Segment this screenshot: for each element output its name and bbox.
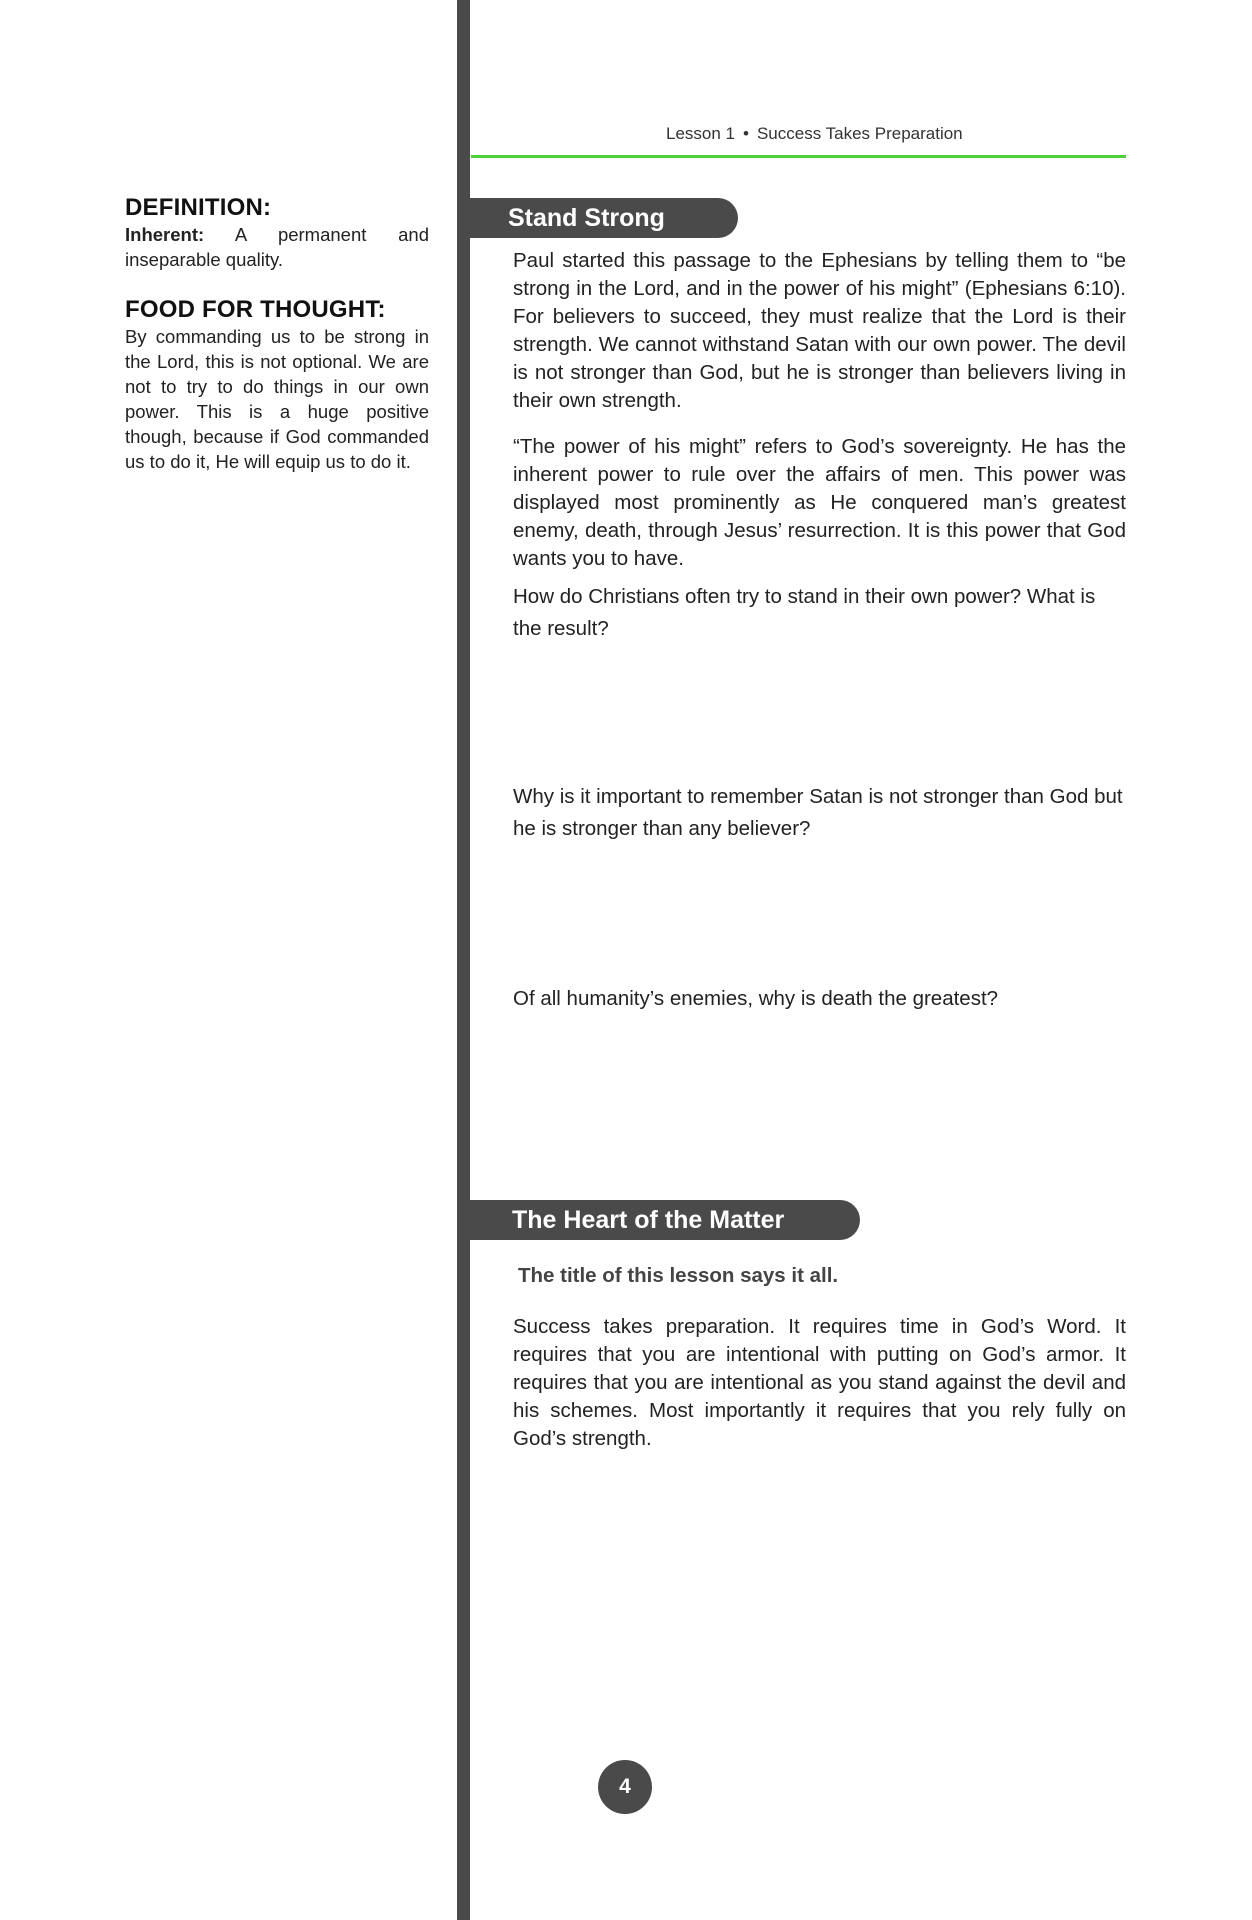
running-header: [666, 124, 1086, 144]
stand-strong-paragraph-2: [513, 433, 1126, 573]
definition-box: [125, 194, 429, 272]
section-title-heart-of-the-matter: The Heart of the Matter: [470, 1200, 860, 1240]
stand-strong-paragraph-1: [513, 247, 1126, 415]
header-separator: •: [743, 124, 749, 143]
food-for-thought-text: By commanding us to be strong in the Lord, this is not optional. We are not to try to do things in our own power. This is a huge positive though, because if God commanded us to do it, He will equip us to do it.: [125, 326, 429, 472]
heart-paragraph: [513, 1313, 1126, 1453]
food-for-thought-heading: FOOD FOR THOUGHT:: [125, 296, 386, 323]
heart-lead-text: The title of this lesson says it all.: [518, 1264, 839, 1287]
vertical-divider-bar: [457, 0, 470, 1920]
header-rule: [471, 155, 1126, 158]
header-lesson: Lesson 1: [666, 124, 735, 143]
header-title: Success Takes Preparation: [756, 124, 963, 143]
page-number-badge: 4: [598, 1760, 652, 1814]
paragraph-text: Paul started this passage to the Ephesians by telling them to “be strong in the Lord, and in the power of his might” (Ephesians 6:10). For believers to succeed, they must realize that the Lord is their strength. We cannot withstand Satan with our own power. The devil is not stronger than God, but he is stronger than believers living in their own strength.: [513, 249, 1126, 412]
definition-term: Inherent:: [125, 224, 205, 245]
definition-text: A permanent and inseparable quality.: [125, 224, 429, 270]
paragraph-text: Success takes preparation. It requires time in God’s Word. It requires that you are intentional with putting on God’s armor. It requires that you are intentional as you stand against the devil and his schemes. Most importantly it requires that you rely fully on God’s strength.: [513, 1315, 1126, 1450]
definition-heading: DEFINITION:: [125, 194, 272, 221]
paragraph-text: “The power of his might” refers to God’s sovereignty. He has the inherent power to rule over the affairs of men. This power was displayed most prominently as He conquered man’s greatest enemy, death, through Jesus’ resurrection. It is this power that God wants you to have.: [513, 435, 1126, 570]
question-3: Of all humanity’s enemies, why is death the greatest?: [513, 987, 999, 1010]
definition-body: [125, 222, 429, 272]
food-for-thought-box: [125, 296, 429, 474]
question-2: Why is it important to remember Satan is not stronger than God but he is stronger than any believer?: [513, 785, 1123, 840]
section-title-stand-strong: Stand Strong: [470, 198, 738, 238]
question-1: How do Christians often try to stand in their own power? What is the result?: [513, 585, 1096, 640]
